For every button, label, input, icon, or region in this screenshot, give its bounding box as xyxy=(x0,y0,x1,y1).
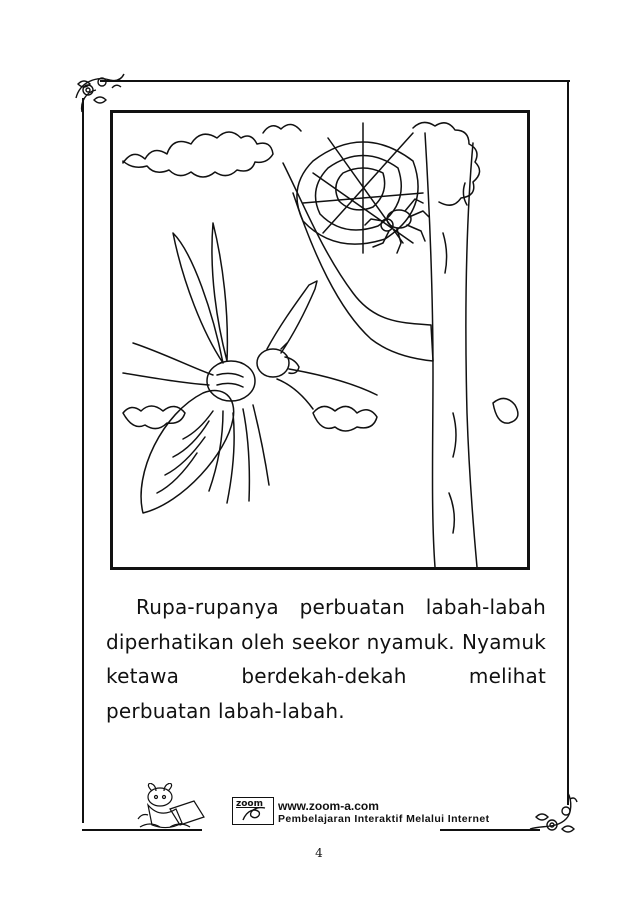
tree-branch xyxy=(283,163,433,361)
zoom-a-logo: zoom xyxy=(232,797,274,825)
bottom-right-flourish-icon xyxy=(522,785,582,840)
page-number: 4 xyxy=(315,846,323,860)
frame-right-line xyxy=(567,80,569,805)
tree-foliage-bottom xyxy=(123,406,185,429)
mosquito-drawing xyxy=(123,223,377,513)
logo-swirl-icon xyxy=(233,798,273,824)
spider-drawing xyxy=(365,199,429,253)
story-paragraph: Rupa-rupanya perbuatan labah-labah diperhatikan oleh seekor nyamuk. Nyamuk ketawa berdekah-dekah melihat perbuatan labah-labah. xyxy=(106,595,546,723)
frame-top-line xyxy=(100,80,570,82)
footer-tagline: Pembelajaran Interaktif Melalui Internet xyxy=(278,813,490,825)
mascot-reading-icon xyxy=(130,783,220,831)
footer-url-link[interactable]: www.zoom-a.com xyxy=(278,799,379,813)
tree-trunk xyxy=(425,133,435,567)
story-text-block xyxy=(106,590,546,728)
footer-text xyxy=(278,799,489,826)
mosquito-spider-drawing xyxy=(113,113,527,567)
frame-left-line xyxy=(82,98,84,823)
tree-foliage-top xyxy=(123,132,273,177)
spider-web-drawing xyxy=(297,123,423,253)
story-illustration xyxy=(110,110,530,570)
